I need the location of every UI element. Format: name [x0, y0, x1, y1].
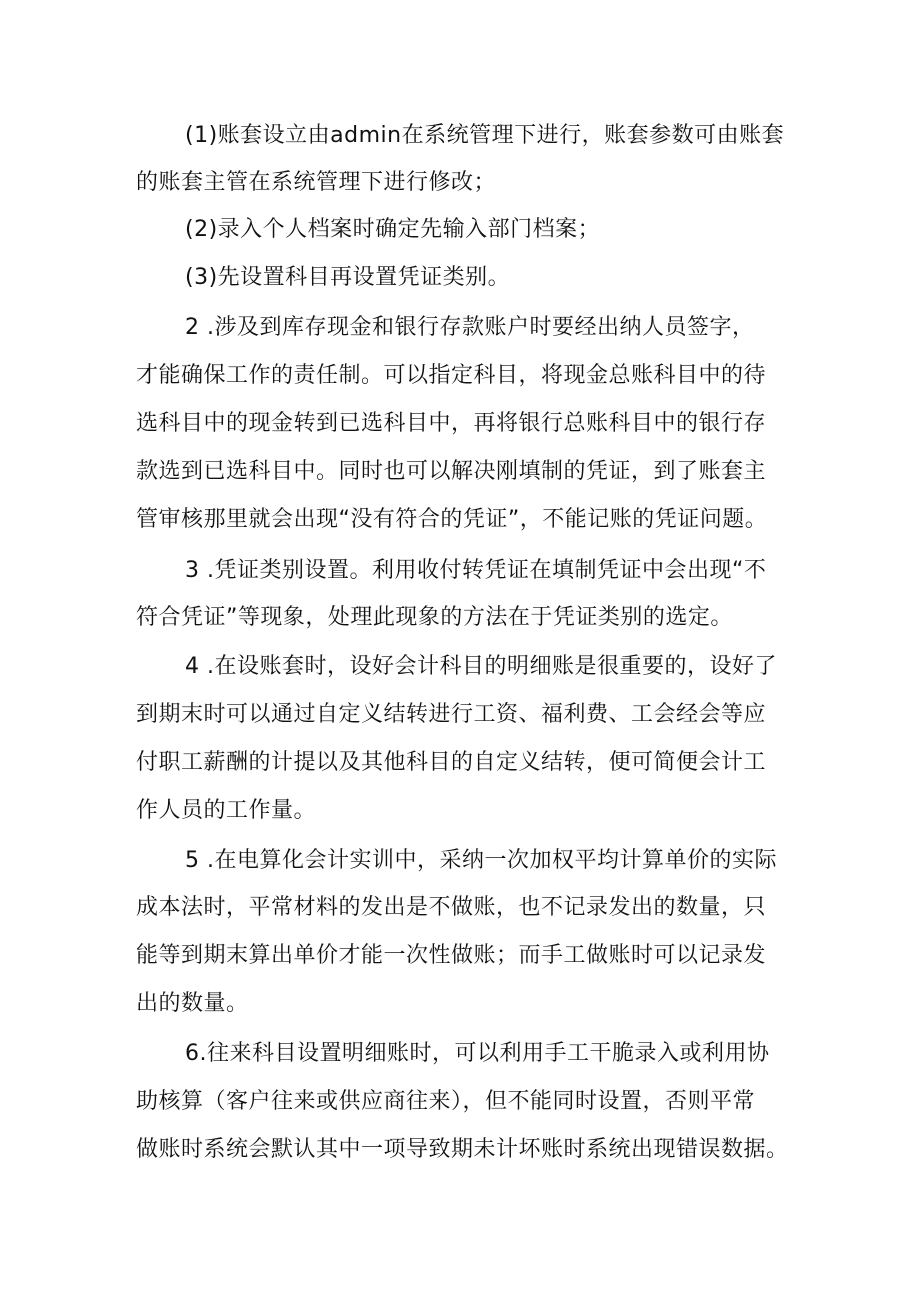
paragraph-line: (3)先设置科目再设置凭证类别。 [185, 265, 511, 290]
paragraph-line: 出的数量。 [136, 991, 249, 1016]
paragraph-line: 5 .在电算化会计实训中，采纳一次加权平均计算单价的实际 [185, 848, 777, 873]
paragraph-line: 助核算（客户往来或供应商往来），但不能同时设置，否则平常 [136, 1089, 756, 1114]
paragraph-line: 2 .涉及到库存现金和银行存款账户时要经出纳人员签字， [185, 315, 755, 340]
paragraph-line: 才能确保工作的责任制。可以指定科目，将现金总账科目中的待 [136, 363, 767, 388]
paragraph-line: 的账套主管在系统管理下进行修改； [136, 170, 497, 195]
paragraph-line: 付职工薪酬的计提以及其他科目的自定义结转，便可简便会计工 [136, 750, 767, 775]
paragraph-line: 管审核那里就会出现“没有符合的凭证”，不能记账的凭证问题。 [136, 507, 768, 532]
paragraph-line: 3 .凭证类别设置。利用收付转凭证在填制凭证中会出现“不 [185, 558, 767, 583]
paragraph-line: 符合凭证”等现象，处理此现象的方法在于凭证类别的选定。 [136, 605, 733, 630]
paragraph-line: 做账时系统会默认其中一项导致期未计坏账时系统出现错误数据。 [136, 1137, 789, 1162]
paragraph-line: (2)录入个人档案时确定先输入部门档案； [185, 217, 601, 242]
paragraph-line: 能等到期末算出单价才能一次性做账；而手工做账时可以记录发 [136, 943, 767, 968]
paragraph-line: (1)账套设立由admin在系统管理下进行，账套参数可由账套 [185, 123, 785, 148]
paragraph-line: 4 .在设账套时，设好会计科目的明细账是很重要的，设好了 [185, 654, 777, 679]
paragraph-line: 到期末时可以通过自定义结转进行工资、福利费、工会经会等应 [136, 702, 767, 727]
paragraph-line: 作人员的工作量。 [136, 798, 317, 823]
paragraph-line: 款选到已选科目中。同时也可以解决刚填制的凭证，到了账套主 [136, 459, 767, 484]
paragraph-line: 6.往来科目设置明细账时，可以利用手工干脆录入或利用协 [185, 1041, 770, 1066]
paragraph-line: 成本法时，平常材料的发出是不做账，也不记录发出的数量，只 [136, 895, 767, 920]
paragraph-line: 选科目中的现金转到已选科目中，再将银行总账科目中的银行存 [136, 411, 767, 436]
